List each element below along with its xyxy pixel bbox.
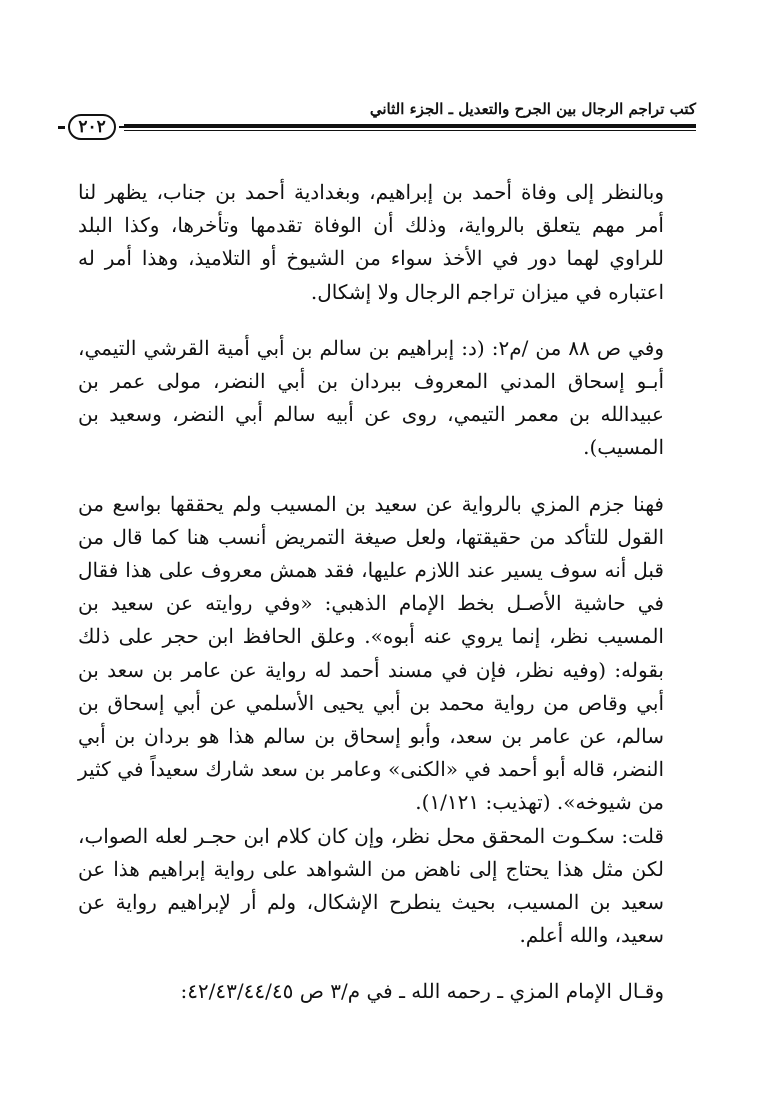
page-header: [58, 96, 696, 142]
ornament-dash-left: [58, 126, 65, 129]
ornament-dash-right: [119, 126, 124, 128]
paragraph-1: وبالنظر إلى وفاة أحمد بن إبراهيم، وبغدادية أحمد بن جناب، يظهر لنا أمر مهم يتعلق بالرواية، وذلك أن الوفاة تقدمها وتأخرها، وكذا البلد للراوي لهما دور في الأخذ سواء من الشيوخ أو التلاميذ، وهذا أمر له اعتباره في ميزان تراجم الرجال ولا إشكال.: [78, 180, 664, 304]
paragraph-2: وفي ص ٨٨ من /م٢: (د: إبراهيم بن سالم بن أبي أمية القرشي التيمي، أبـو إسحاق المدني المعروف ببردان بن أبي النضر، مولى عمر بن عبيدالله بن معمر التيمي، روى عن أبيه سالم أبي النضر، وسعيد بن المسيب).: [78, 335, 664, 460]
header-rule-thick: [58, 124, 696, 128]
paragraph-5: وقـال الإمام المزي ـ رحمه الله ـ في م/٣ ص ٤٢/٤٣/٤٤/٤٥:: [180, 979, 664, 1004]
paragraph-4: قلت: سكـوت المحقق محل نظر، وإن كان كلام ابن حجـر لعله الصواب، لكن مثل هذا يحتاج إلى ناهض من الشواهد على رواية إبراهيم هذا عن سعيد بن المسيب، بحيث ينطرح الإشكال، ولم أر لإبراهيم رواية عن سعيد، والله أعلم.: [78, 823, 664, 948]
running-title: كتب تراجم الرجال بين الجرح والتعديل ـ الجزء الثاني: [369, 100, 696, 118]
header-rule-thin: [58, 130, 696, 131]
page-number-ornament: [58, 113, 124, 141]
paragraph-3: فهنا جزم المزي بالرواية عن سعيد بن المسيب ولم يحققها بواسع من القول للتأكد من حقيقتها، ولعل صيغة التمريض أنسب هنا كما قال من قبل أنه سوف يسير عند اللازم عليها، فقد همش معروف على هذا فقال في حاشية الأصـل بخط الإمام الذهبي: «وفي روايته عن سعيد بن المسيب نظر، إنما يروي عنه أبوه». وعلق الحافظ ابن حجر على ذلك بقوله: (وفيه نظر، فإن في مسند أحمد له رواية عن عامر بن سعد بن أبي وقاص من رواية محمد بن أبي يحيى الأسلمي عن أبي إسحاق بن سالم، عن عامر بن سعد، وأبو إسحاق بن سالم هذا هو بردان بن أبي النضر، قاله أبو أحمد في «الكنى» وعامر بن سعد شارك سعيداً في كثير من شيوخه». (تهذيب: ١/١٢١).: [78, 491, 664, 815]
body-text: [78, 176, 700, 1009]
page-number: ٢٠٢: [68, 114, 115, 140]
